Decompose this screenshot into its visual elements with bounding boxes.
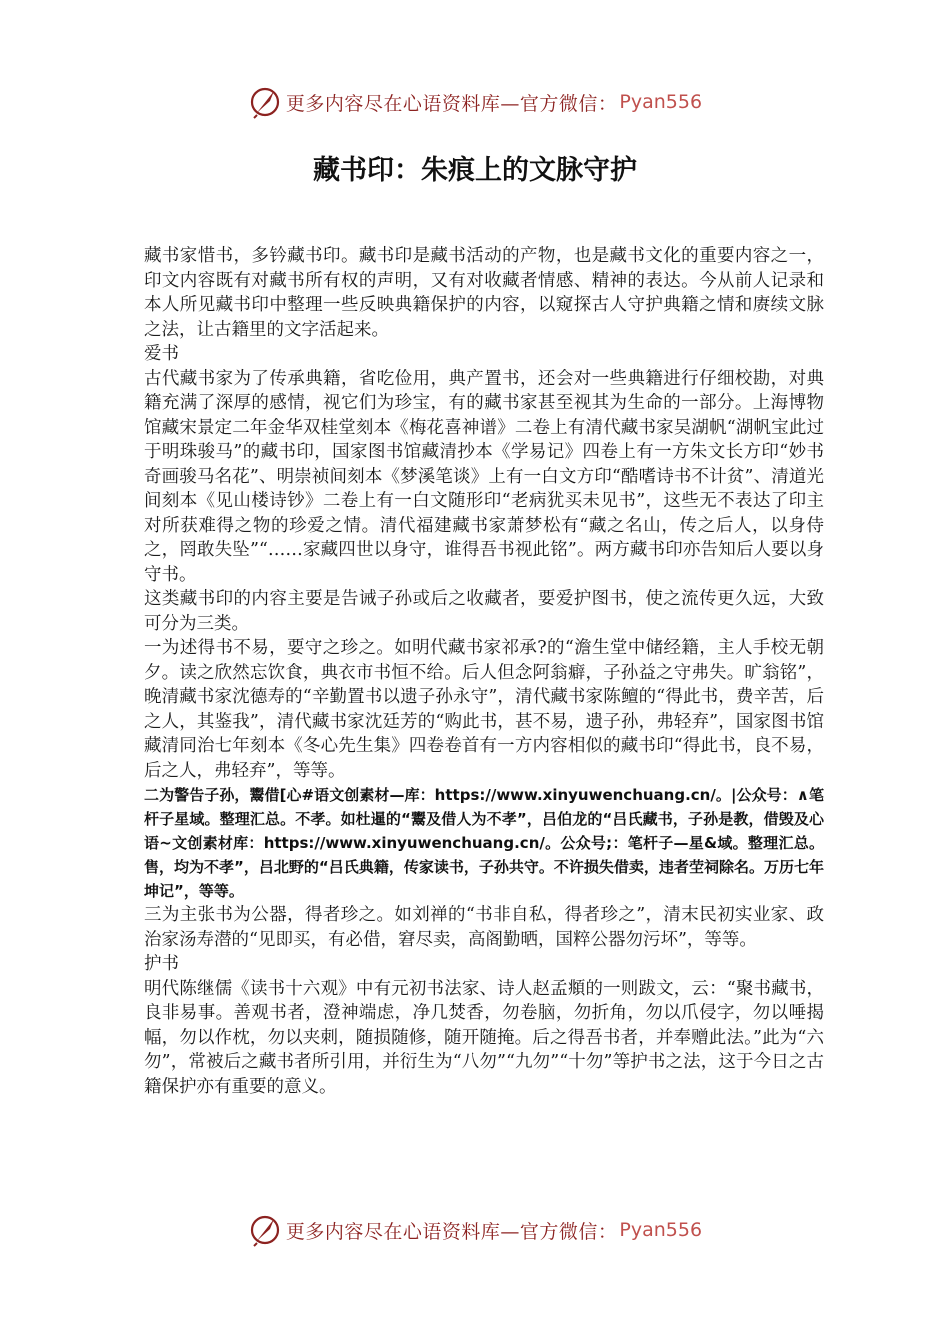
quill-pen-icon (248, 85, 282, 119)
paragraph-protect-books: 明代陈继儒《读书十六观》中有元初书法家、诗人赵孟頫的一则跋文，云：“聚书藏书，良非易事。善观书者，澄神端虑，净几焚香，勿卷脑，勿折角，勿以爪侵字，勿以唾揭幅，勿以作枕，勿以夹刺，随损随修，随开随掩。后之得吾书者，并奉赠此法。”此为“六勿”，常被后之藏书者所引用，并衍生为“八勿”“九勿”“十勿”等护书之法，这于今日之古籍保护亦有重要的意义。 (144, 978, 824, 1097)
banner-wechat-id: Pyan556 (619, 1219, 703, 1241)
paragraph-love-books: 古代藏书家为了传承典籍，省吃俭用，典产置书，还会对一些典籍进行仔细校勘，对典籍充满了深厚的感情，视它们为珍宝，有的藏书家甚至视其为生命的一部分。上海博物馆藏宋景定二年金华双桂堂刻本《梅花喜神谱》二卷上有清代藏书家吴湖帆“湖帆宝此过于明珠骏马”的藏书印，国家图书馆藏清抄本《学易记》四卷上有一方朱文长方印“妙书奇画骏马名花”、明崇祯间刻本《梦溪笔谈》上有一白文方印“酷嗜诗书不计贫”、清道光间刻本《见山楼诗钞》二卷上有一白文随形印“老病犹买未见书”，这些无不表达了印主对所获难得之物的珍爱之情。清代福建藏书家萧梦松有“藏之名山，传之后人，以身侍之，罔敢失坠”“……家藏四世以身守，谁得吾书视此铭”。两方藏书印亦告知后人要以身守书。 (144, 368, 824, 585)
paragraph-category-three: 三为主张书为公器，得者珍之。如刘禅的“书非自私，得者珍之”，清末民初实业家、政治家汤寿潜的“见即买，有必借，窘尽卖，高阁勤晒，国粹公器勿污坏”，等等。 (144, 905, 824, 950)
banner-text: 更多内容尽在心语资料库—官方微信： (285, 1220, 618, 1243)
article-body (144, 244, 824, 1099)
header-banner (0, 80, 950, 124)
section-heading-protect-books: 护书 (144, 954, 179, 974)
paragraph-categories: 这类藏书印的内容主要是告诫子孙或后之收藏者，要爱护图书，使之流传更久远，大致可分为三类。 (144, 589, 824, 634)
footer-banner (0, 1208, 950, 1252)
paragraph-intro: 藏书家惜书，多钤藏书印。藏书印是藏书活动的产物，也是藏书文化的重要内容之一，印文内容既有对藏书所有权的声明，又有对收藏者情感、精神的表达。今从前人记录和本人所见藏书印中整理一些反映典籍保护的内容，以窥探古人守护典籍之情和赓续文脉之法，让古籍里的文字活起来。 (144, 246, 824, 340)
banner-wechat-id: Pyan556 (619, 91, 703, 113)
paragraph-category-one: 一为述得书不易，要守之珍之。如明代藏书家祁承?的“澹生堂中储经籍，主人手校无朝夕。读之欣然忘饮食，典衣市书恒不给。后人但念阿翁癖，子孙益之守弗失。旷翁铭”，晚清藏书家沈德寿的“辛勤置书以遗子孙永守”，清代藏书家陈鳣的“得此书，费辛苦，后之人，其鉴我”，清代藏书家沈廷芳的“购此书，甚不易，遗子孙，弗轻弃”，国家图书馆藏清同治七年刻本《冬心先生集》四卷卷首有一方内容相似的藏书印“得此书，良不易，后之人，弗轻弃”，等等。 (144, 638, 824, 781)
quill-pen-icon (248, 1213, 282, 1247)
paragraph-category-two: 二为警告子孙，鬻借[心#语文创素材—库：https://www.xinyuwenchuang.cn/。|公众号：∧笔杆子星域。整理汇总。不孝。如杜暹的“鬻及借人为不孝”，吕伯龙的“吕氏藏书，子孙是教，借毁及心语~文创素材库：https://www.xinyuwenchuang.cn/。公众号;：笔杆子—星&域。整理汇总。售，均为不孝”，吕北野的“吕氏典籍，传家读书，子孙共守。不许损失借卖，违者茔祠除名。万历七年坤记”，等等。 (144, 786, 824, 900)
section-heading-love-books: 爱书 (144, 344, 179, 364)
banner-text: 更多内容尽在心语资料库—官方微信： (285, 92, 618, 115)
page-title: 藏书印：朱痕上的文脉守护 (313, 155, 637, 186)
